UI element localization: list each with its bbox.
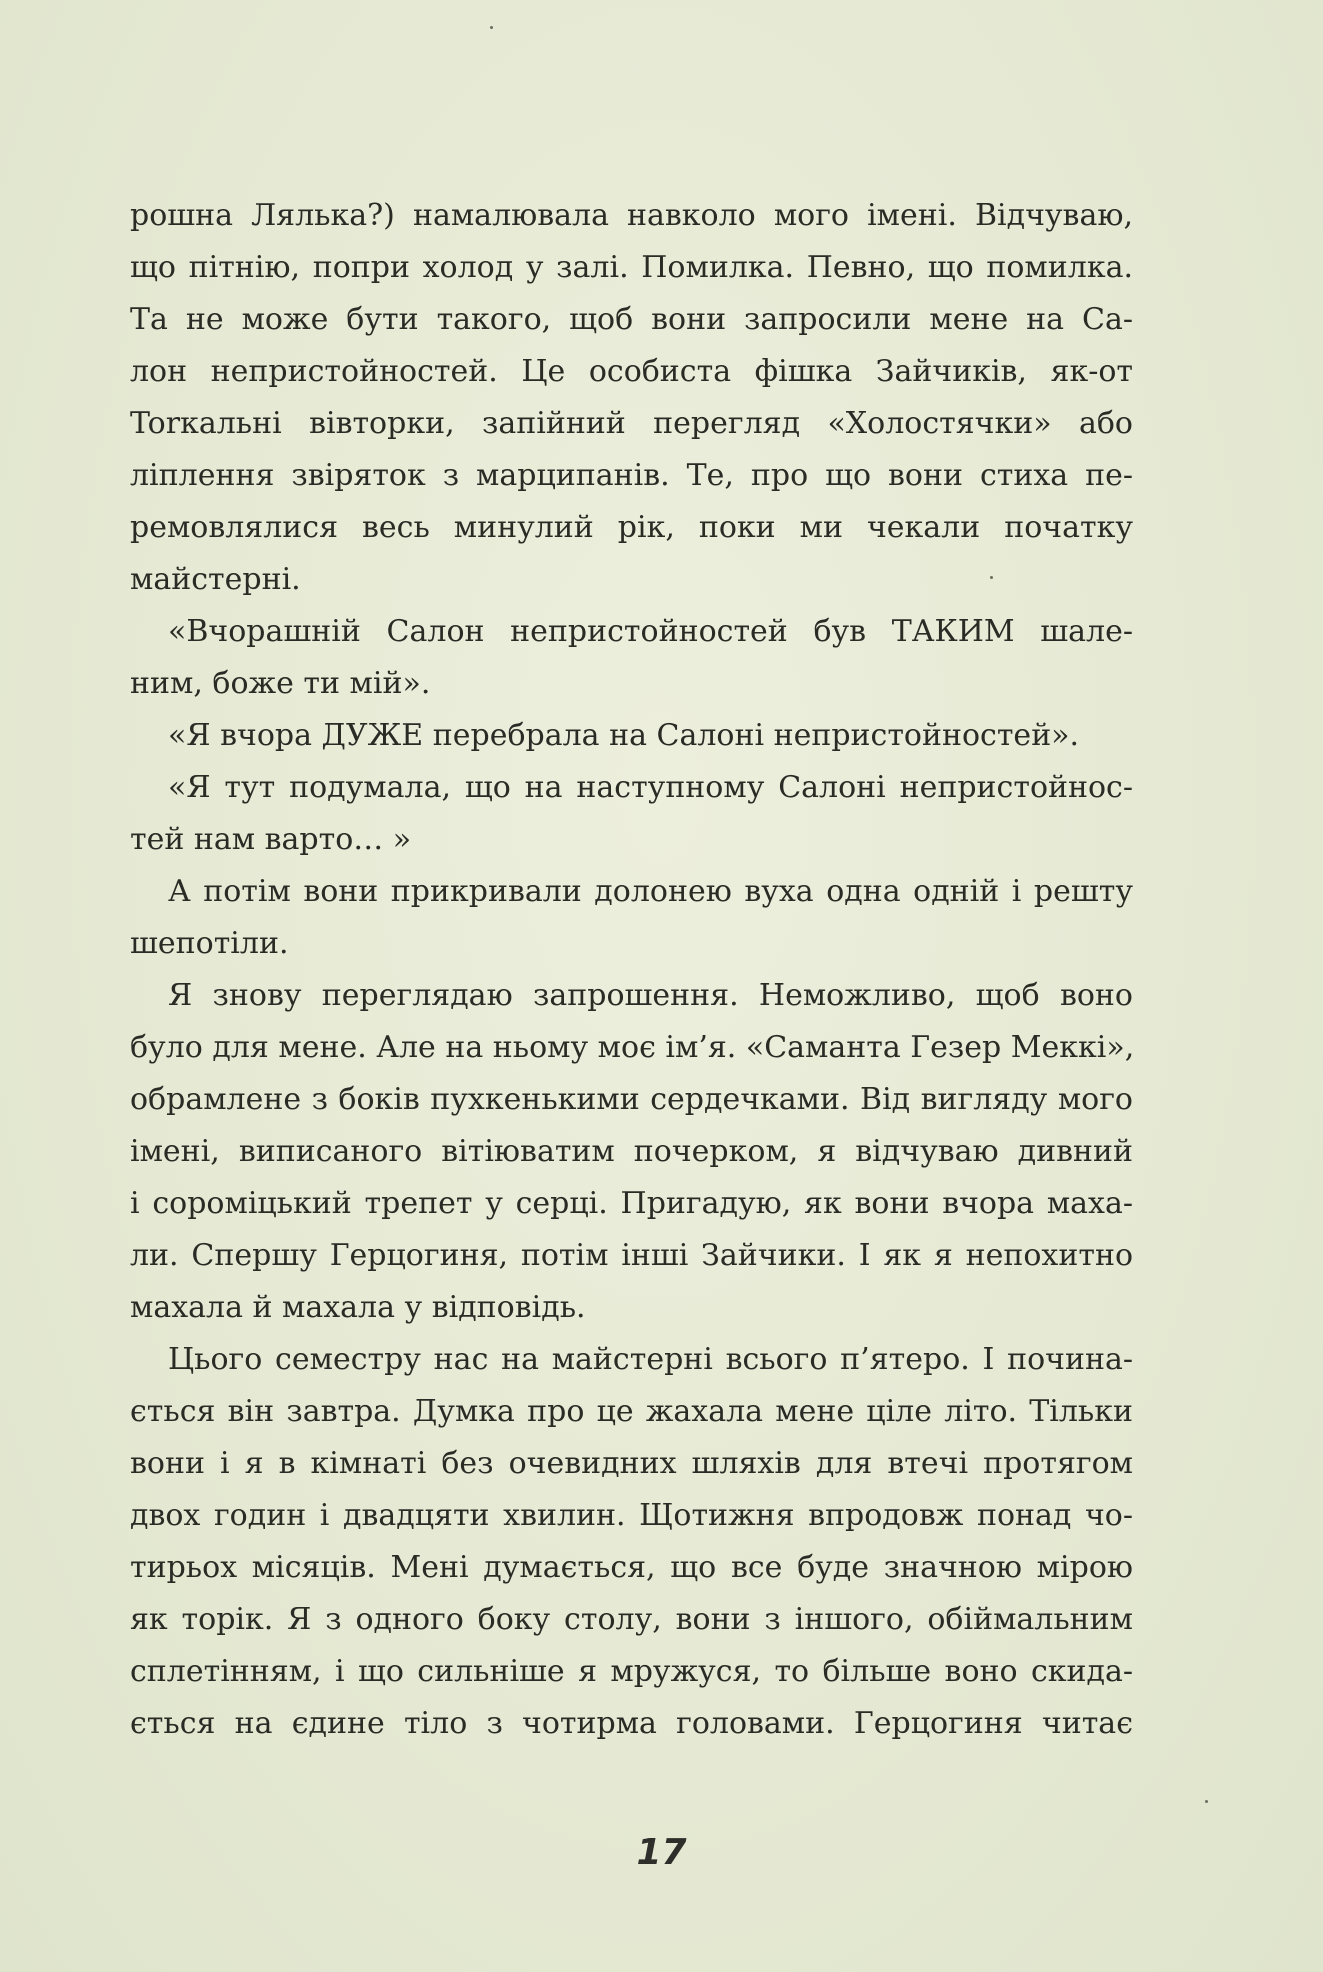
text-line: ним, боже ти мій».	[130, 666, 431, 701]
text-line: ремовлялися весь минулий рік, поки ми чекали початку	[130, 510, 1133, 545]
text-line: було для мене. Але на ньому моє ім’я. «Саманта Гезер Меккі»,	[130, 1030, 1135, 1065]
paper-speck	[1205, 1800, 1208, 1803]
text-line: майстерні.	[130, 562, 301, 597]
text-line: що пітнію, попри холод у залі. Помилка. Певно, що помилка.	[130, 250, 1133, 285]
text-line: ється на єдине тіло з чотирма головами. Герцогиня читає	[130, 1706, 1133, 1741]
text-line: ли. Спершу Герцогиня, потім інші Зайчики. І як я непохитно	[130, 1238, 1133, 1273]
text-line: ліплення звіряток з марципанів. Те, про що вони стиха пе-	[130, 458, 1133, 493]
text-line: як торік. Я з одного боку столу, вони з іншого, обіймальним	[130, 1602, 1133, 1637]
text-line: «Вчорашній Салон непристойностей був ТАКИМ шале-	[168, 614, 1133, 649]
text-line: обрамлене з боків пухкенькими сердечками. Від вигляду мого	[130, 1082, 1133, 1117]
text-line: Я знову переглядаю запрошення. Неможливо, щоб воно	[168, 978, 1133, 1013]
text-line: ється він завтра. Думка про це жахала мене ціле літо. Тільки	[130, 1394, 1133, 1429]
text-line: Torкальні вівторки, запійний перегляд «Холостячки» або	[130, 406, 1133, 441]
text-line: «Я тут подумала, що на наступному Салоні непристойнос-	[168, 770, 1133, 805]
text-line: махала й махала у відповідь.	[130, 1290, 586, 1325]
text-line: А потім вони прикривали долонею вуха одна одній і решту	[168, 874, 1133, 909]
text-line: вони і я в кімнаті без очевидних шляхів для втечі протягом	[130, 1446, 1133, 1481]
text-line: Цього семестру нас на майстерні всього п’ятеро. І почина-	[168, 1342, 1133, 1377]
text-line: сплетінням, і що сильніше я мружуся, то більше воно скида-	[130, 1654, 1133, 1689]
text-line: «Я вчора ДУЖЕ перебрала на Салоні непристойностей».	[168, 718, 1080, 753]
text-line: лон непристойностей. Це особиста фішка Зайчиків, як-от	[130, 354, 1133, 389]
page-number: 17	[636, 1832, 687, 1873]
text-line: імені, виписаного вітіюватим почерком, я відчуваю дивний	[130, 1134, 1133, 1169]
body-text	[130, 190, 1133, 1750]
paper-speck	[990, 576, 993, 579]
paper-speck	[490, 26, 493, 29]
text-line: шепотіли.	[130, 926, 289, 961]
text-line: двох годин і двадцяти хвилин. Щотижня впродовж понад чо-	[130, 1498, 1133, 1533]
text-line: рошна Лялька?) намалювала навколо мого імені. Відчуваю,	[130, 198, 1133, 233]
text-line: тирьох місяців. Мені думається, що все буде значною мірою	[130, 1550, 1133, 1585]
text-line: і сороміцький трепет у серці. Пригадую, як вони вчора маха-	[130, 1186, 1133, 1221]
text-line: тей нам варто… »	[130, 822, 412, 857]
text-line: Та не може бути такого, щоб вони запросили мене на Са-	[130, 302, 1133, 337]
